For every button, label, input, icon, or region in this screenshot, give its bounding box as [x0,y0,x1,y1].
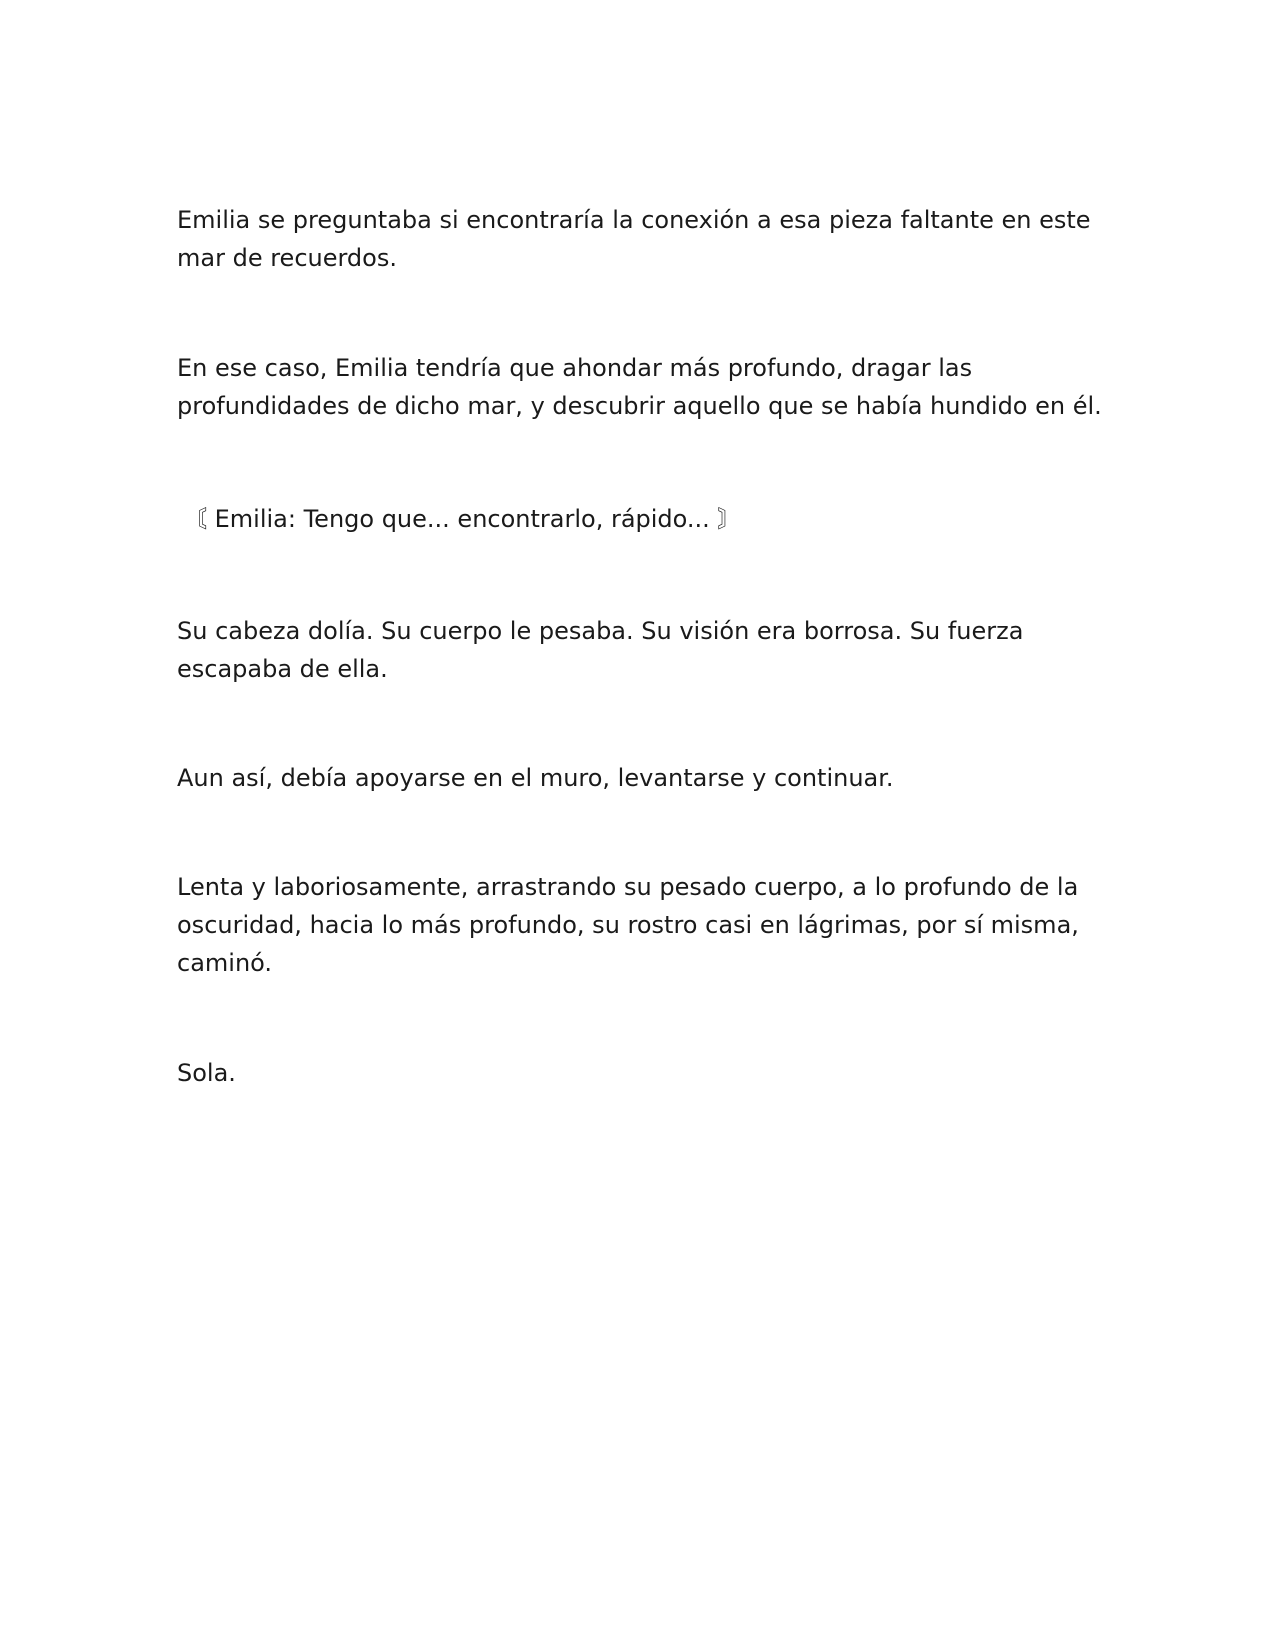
paragraph-4: Su cabeza dolía. Su cuerpo le pesaba. Su visión era borrosa. Su fuerza escapaba de ella. [177,617,1024,683]
paragraph-7: Sola. [177,1059,236,1087]
dialogue-line: 〘 Emilia: Tengo que... encontrarlo, rápido... 〙 [183,505,742,533]
paragraph-1: Emilia se preguntaba si encontraría la conexión a esa pieza faltante en este mar de recuerdos. [177,206,1091,272]
paragraph-2: En ese caso, Emilia tendría que ahondar más profundo, dragar las profundidades de dicho mar, y descubrir aquello que se había hundido en él. [177,354,1102,420]
paragraph-6: Lenta y laboriosamente, arrastrando su pesado cuerpo, a lo profundo de la oscuridad, hacia lo más profundo, su rostro casi en lágrimas, por sí misma, caminó. [177,873,1079,977]
paragraph-5: Aun así, debía apoyarse en el muro, levantarse y continuar. [177,764,894,792]
